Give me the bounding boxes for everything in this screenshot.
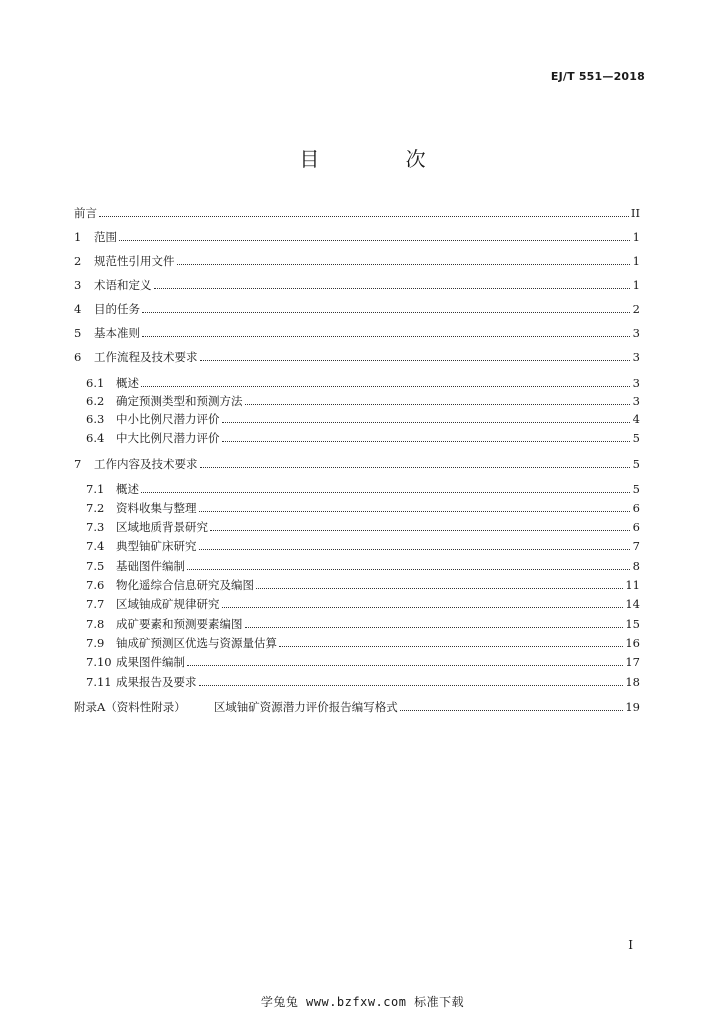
- toc-entry-page: 5: [632, 431, 640, 445]
- toc-entry-page: 1: [632, 230, 640, 244]
- toc-entry-title: 铀成矿预测区优选与资源量估算: [116, 636, 277, 650]
- toc-entry-number: 7.5: [86, 559, 105, 573]
- toc-entry-page: 3: [632, 350, 640, 364]
- toc-entry-page: 16: [625, 636, 640, 650]
- toc-entry-page: 1: [632, 254, 640, 268]
- toc-entry-page: 3: [632, 376, 640, 390]
- toc-entry[interactable]: [86, 499, 640, 517]
- toc-entry-number: 6.1: [86, 376, 105, 390]
- toc-leader-dots: [256, 587, 623, 589]
- toc-entry[interactable]: [74, 300, 640, 318]
- toc-entry-number: 6: [74, 350, 82, 364]
- toc-entry[interactable]: [74, 276, 640, 294]
- toc-entry-number: 7.9: [86, 636, 105, 650]
- toc-entry-number: 7.3: [86, 520, 105, 534]
- toc-entry-title: 基础图件编制: [116, 559, 185, 573]
- toc-entry-number: 6.3: [86, 412, 105, 426]
- toc-entry[interactable]: [74, 455, 640, 473]
- toc-leader-dots: [177, 263, 631, 265]
- toc-entry-page: 11: [625, 578, 640, 592]
- toc-leader-dots: [199, 684, 624, 686]
- toc-entry-number: 7.8: [86, 617, 105, 631]
- toc-entry[interactable]: [86, 576, 640, 594]
- toc-entry-number: 7.7: [86, 597, 105, 611]
- toc-entry-title: 中小比例尺潜力评价: [116, 412, 220, 426]
- toc-leader-dots: [199, 548, 631, 550]
- toc-entry-page: 6: [632, 501, 640, 515]
- toc-leader-dots: [245, 403, 631, 405]
- toc-entry-title: 工作内容及技术要求: [94, 457, 198, 471]
- toc-entry-title: 资料收集与整理: [116, 501, 197, 515]
- toc-entry-number: 3: [74, 278, 82, 292]
- toc-entry-number: 4: [74, 302, 82, 316]
- toc-entry-page: 17: [625, 655, 640, 669]
- toc-entry[interactable]: [86, 374, 640, 392]
- toc-entry[interactable]: [86, 518, 640, 536]
- toc-entry-title: 物化遥综合信息研究及编图: [116, 578, 254, 592]
- toc-entry-page: 3: [632, 394, 640, 408]
- toc-leader-dots: [187, 664, 623, 666]
- toc-entry-number: 2: [74, 254, 82, 268]
- toc-entry-page: 14: [625, 597, 640, 611]
- toc-entry[interactable]: [86, 557, 640, 575]
- toc-entry[interactable]: [86, 429, 640, 447]
- toc-entry[interactable]: [74, 252, 640, 270]
- toc-entry-number: 6.2: [86, 394, 105, 408]
- toc-entry-page: 5: [632, 482, 640, 496]
- toc-leader-dots: [222, 421, 631, 423]
- toc-entry-page: 8: [632, 559, 640, 573]
- toc-leader-dots: [99, 215, 629, 217]
- toc-entry-title: 成果图件编制: [116, 655, 185, 669]
- toc-leader-dots: [119, 239, 630, 241]
- toc-leader-dots: [222, 440, 631, 442]
- toc-entry-title: 范围: [94, 230, 117, 244]
- toc-leader-dots: [245, 626, 624, 628]
- toc-entry-number: 5: [74, 326, 82, 340]
- toc-entry-title: 规范性引用文件: [94, 254, 175, 268]
- toc-entry[interactable]: [86, 634, 640, 652]
- toc-leader-dots: [199, 510, 631, 512]
- toc-entry-title: 概述: [116, 376, 139, 390]
- toc-entry-title: 基本准则: [94, 326, 140, 340]
- toc-entry-title: 区域地质背景研究: [116, 520, 208, 534]
- toc-entry-number: 7.6: [86, 578, 105, 592]
- toc-entry-number: 7.2: [86, 501, 105, 515]
- toc-entry-title: 目的任务: [94, 302, 140, 316]
- toc-entry-title: 工作流程及技术要求: [94, 350, 198, 364]
- toc-entry-page: 5: [632, 457, 640, 471]
- toc-entry-number: 7.10: [86, 655, 112, 669]
- toc-leader-dots: [200, 466, 631, 468]
- toc-entry[interactable]: [86, 480, 640, 498]
- toc-leader-dots: [400, 709, 624, 711]
- toc-title: 目 次: [299, 147, 466, 171]
- toc-entry-page: 1: [632, 278, 640, 292]
- toc-entry-title: 区域铀成矿规律研究: [116, 597, 220, 611]
- toc-entry[interactable]: [86, 595, 640, 613]
- standard-code: EJ/T 551—2018: [550, 70, 645, 83]
- toc-entry-page: 4: [632, 412, 640, 426]
- toc-entry-number: 1: [74, 230, 82, 244]
- toc-entry-title: 确定预测类型和预测方法: [116, 394, 243, 408]
- toc-entry-number: 7.11: [86, 675, 112, 689]
- toc-leader-dots: [187, 568, 630, 570]
- toc-entry-title: 区域铀矿资源潜力评价报告编写格式: [213, 700, 398, 714]
- toc-entry-number: 附录A（资料性附录）: [74, 700, 186, 714]
- toc-entry-page: 18: [625, 675, 640, 689]
- toc-leader-dots: [210, 529, 630, 531]
- toc-entry-page: 7: [632, 539, 640, 553]
- toc-entry-title: 术语和定义: [94, 278, 152, 292]
- toc-entry-number: 7.4: [86, 539, 105, 553]
- toc-entry[interactable]: [86, 537, 640, 555]
- toc-entry-title: 成果报告及要求: [116, 675, 197, 689]
- page-number: I: [628, 938, 633, 952]
- toc-entry-page: II: [630, 206, 640, 220]
- toc-entry-page: 6: [632, 520, 640, 534]
- toc-entry-number: 7.1: [86, 482, 105, 496]
- toc-leader-dots: [142, 335, 630, 337]
- toc-entry[interactable]: [74, 228, 640, 246]
- toc-entry-number: 6.4: [86, 431, 105, 445]
- toc-entry-title: 概述: [116, 482, 139, 496]
- toc-entry[interactable]: [74, 204, 640, 222]
- toc-entry-title: 成矿要素和预测要素编图: [116, 617, 243, 631]
- toc-entry[interactable]: [74, 698, 640, 716]
- toc-entry-title: 典型铀矿床研究: [116, 539, 197, 553]
- toc-leader-dots: [279, 645, 623, 647]
- toc-entry[interactable]: [74, 324, 640, 342]
- toc-entry[interactable]: [86, 410, 640, 428]
- toc-entry-page: 19: [625, 700, 640, 714]
- toc-leader-dots: [141, 491, 630, 493]
- toc-entry-title: 中大比例尺潜力评价: [116, 431, 220, 445]
- toc-entry-page: 2: [632, 302, 640, 316]
- toc-leader-dots: [222, 606, 624, 608]
- toc-entry[interactable]: [86, 392, 640, 410]
- toc-leader-dots: [142, 311, 630, 313]
- toc-entry-page: 15: [625, 617, 640, 631]
- toc-entry[interactable]: [86, 653, 640, 671]
- toc-entry[interactable]: [86, 673, 640, 691]
- toc-leader-dots: [154, 287, 631, 289]
- toc-entry-number: 7: [74, 457, 82, 471]
- toc-entry-title: 前言: [74, 206, 97, 220]
- footer-watermark: 学兔兔 www.bzfxw.com 标准下载: [260, 995, 465, 1009]
- toc-leader-dots: [200, 359, 631, 361]
- toc-entry[interactable]: [74, 348, 640, 366]
- toc-entry-page: 3: [632, 326, 640, 340]
- toc-entry[interactable]: [86, 615, 640, 633]
- toc-leader-dots: [141, 385, 630, 387]
